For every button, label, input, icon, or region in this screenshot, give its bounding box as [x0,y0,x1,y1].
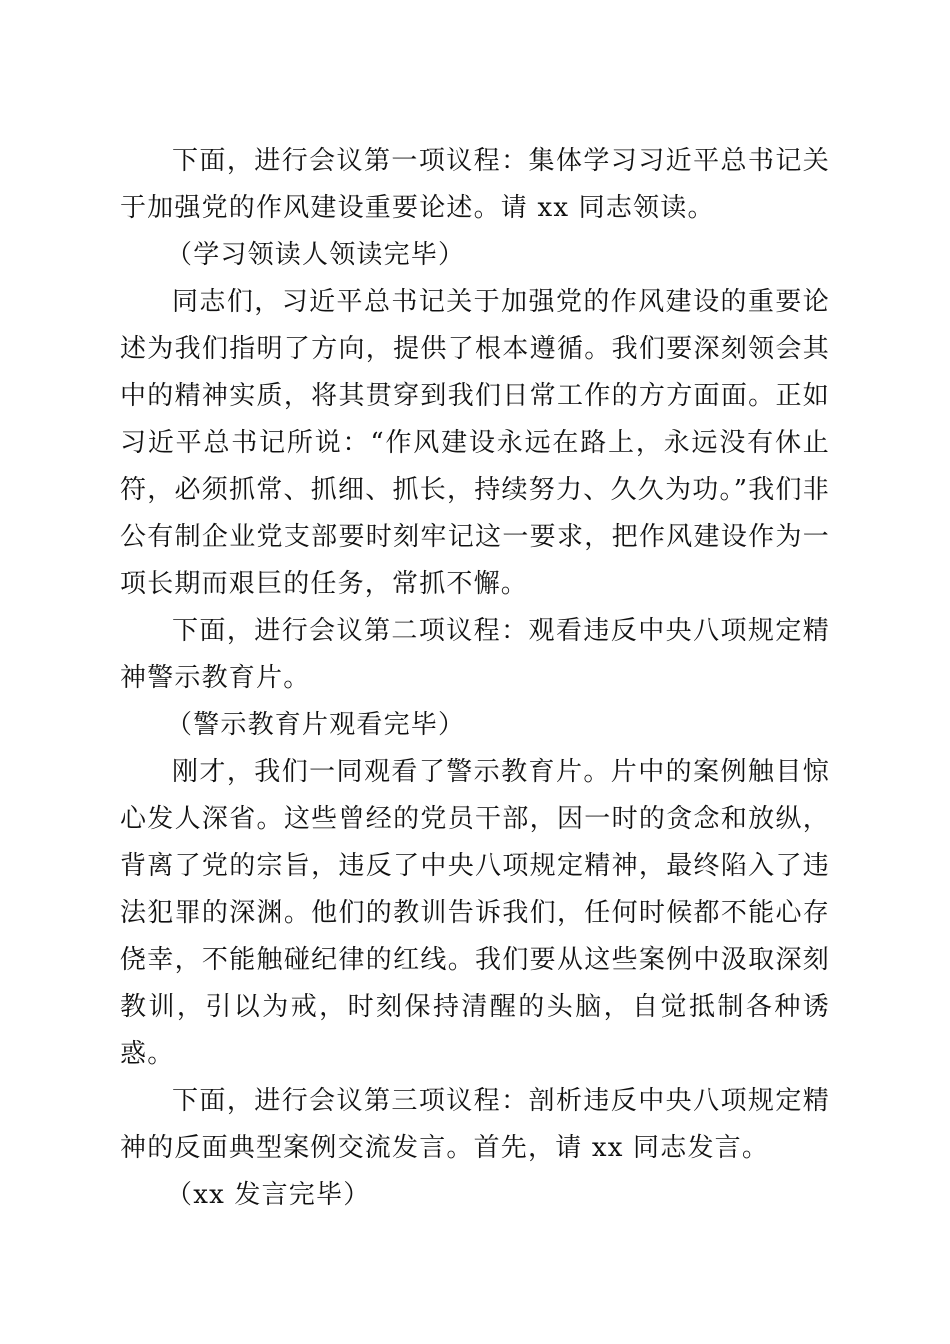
paragraph-study-remarks: 同志们，习近平总书记关于加强党的作风建设的重要论述为我们指明了方向，提供了根本遵循。我们要深刻领会其中的精神实质，将其贯穿到我们日常工作的方方面面。正如习近平总书记所说：“作风建设永远在路上，永远没有休止符，必须抓常、抓细、抓长，持续努力、久久为功。”我们非公有制企业党支部要时刻牢记这一要求，把作风建设作为一项长期而艰巨的任务，常抓不懈。 [120,287,830,599]
document-body [120,138,830,1219]
paragraph-note-film-done: （警示教育片观看完毕） [166,710,466,740]
paragraph-note-reading-done: （学习领读人领读完毕） [166,240,466,270]
paragraph-note-speech-done: （xx 发言完毕） [166,1180,371,1210]
paragraph-agenda-two: 下面，进行会议第二项议程：观看违反中央八项规定精神警示教育片。 [120,616,830,693]
paragraph-agenda-one: 下面，进行会议第一项议程：集体学习习近平总书记关于加强党的作风建设重要论述。请 xx 同志领读。 [120,146,830,223]
paragraph-agenda-three: 下面，进行会议第三项议程：剖析违反中央八项规定精神的反面典型案例交流发言。首先，请 xx 同志发言。 [120,1086,830,1163]
paragraph-film-remarks: 刚才，我们一同观看了警示教育片。片中的案例触目惊心发人深省。这些曾经的党员干部，因一时的贪念和放纵，背离了党的宗旨，违反了中央八项规定精神，最终陷入了违法犯罪的深渊。他们的教训告诉我们，任何时候都不能心存侥幸，不能触碰纪律的红线。我们要从这些案例中汲取深刻教训，引以为戒，时刻保持清醒的头脑，自觉抵制各种诱惑。 [120,757,830,1069]
